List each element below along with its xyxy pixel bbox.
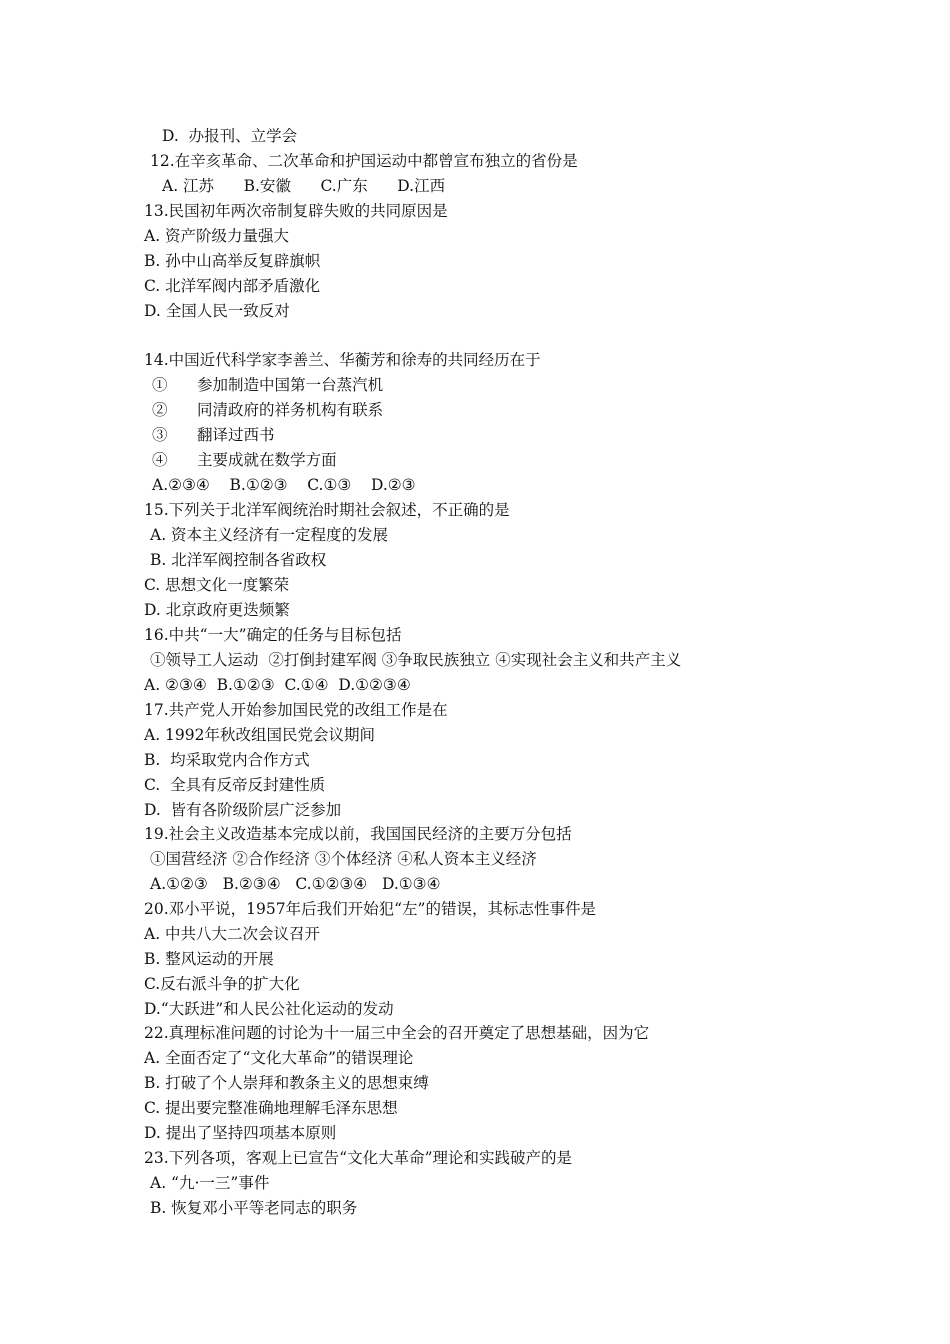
q20-option-c: C.反右派斗争的扩大化 xyxy=(144,975,300,993)
q19-items: ①国营经济 ②合作经济 ③个体经济 ④私人资本主义经济 xyxy=(150,850,537,868)
q22-option-b: B. 打破了个人崇拜和教条主义的思想束缚 xyxy=(144,1074,429,1092)
q20-stem: 20.邓小平说，1957年后我们开始犯“左”的错误，其标志性事件是 xyxy=(144,900,596,918)
q20-option-a: A. 中共八大二次会议召开 xyxy=(144,925,321,943)
q23-stem: 23.下列各项，客观上已宣告“文化大革命”理论和实践破产的是 xyxy=(144,1149,573,1167)
q13-option-d: D. 全国人民一致反对 xyxy=(144,302,290,320)
q16-options: A. ②③④ B.①②③ C.①④ D.①②③④ xyxy=(144,676,411,694)
q19-options: A.①②③ B.②③④ C.①②③④ D.①③④ xyxy=(150,875,441,893)
q17-option-c: C. 全具有反帝反封建性质 xyxy=(144,776,326,794)
q14-item-4: ④ 主要成就在数学方面 xyxy=(152,451,337,469)
q23-option-b: B. 恢复邓小平等老同志的职务 xyxy=(150,1199,358,1217)
q15-option-c: C. 思想文化一度繁荣 xyxy=(144,576,290,594)
q17-option-a: A. 1992年秋改组国民党会议期间 xyxy=(144,726,375,744)
q15-option-a: A. 资本主义经济有一定程度的发展 xyxy=(150,526,389,544)
q11-option-d: D. 办报刊、立学会 xyxy=(162,127,298,145)
q14-item-2: ② 同清政府的祥务机构有联系 xyxy=(152,401,384,419)
q15-option-b: B. 北洋军阀控制各省政权 xyxy=(150,551,327,569)
q15-option-d: D. 北京政府更迭频繁 xyxy=(144,601,290,619)
q20-option-d: D.“大跃进”和人民公社化运动的发动 xyxy=(144,1000,394,1018)
q14-options: A.②③④ B.①②③ C.①③ D.②③ xyxy=(152,476,416,494)
q22-option-c: C. 提出要完整准确地理解毛泽东思想 xyxy=(144,1099,398,1117)
q13-stem: 13.民国初年两次帝制复辟失败的共同原因是 xyxy=(144,202,448,220)
q19-stem: 19.社会主义改造基本完成以前，我国国民经济的主要万分包括 xyxy=(144,825,572,843)
q22-option-a: A. 全面否定了“文化大革命”的错误理论 xyxy=(144,1049,414,1067)
q22-option-d: D. 提出了坚持四项基本原则 xyxy=(144,1124,337,1142)
q17-option-b: B. 均采取党内合作方式 xyxy=(144,751,310,769)
q17-option-d: D. 皆有各阶级阶层广泛参加 xyxy=(144,801,342,819)
q13-option-c: C. 北洋军阀内部矛盾激化 xyxy=(144,277,321,295)
q14-item-1: ① 参加制造中国第一台蒸汽机 xyxy=(152,376,384,394)
q14-stem: 14.中国近代科学家李善兰、华蘅芳和徐寿的共同经历在于 xyxy=(144,351,541,369)
q22-stem: 22.真理标准问题的讨论为十一届三中全会的召开奠定了思想基础，因为它 xyxy=(144,1024,650,1042)
q12-options: A. 江苏 B.安徽 C.广东 D.江西 xyxy=(162,177,446,195)
q23-option-a: A. “九·一三”事件 xyxy=(150,1174,270,1192)
q12-stem: 12.在辛亥革命、二次革命和护国运动中都曾宣布独立的省份是 xyxy=(150,152,578,170)
q16-items: ①领导工人运动 ②打倒封建军阀 ③争取民族独立 ④实现社会主义和共产主义 xyxy=(150,651,682,669)
q13-option-b: B. 孙中山高举反复辟旗帜 xyxy=(144,252,321,270)
q14-item-3: ③ 翻译过西书 xyxy=(152,426,275,444)
q13-option-a: A. 资产阶级力量强大 xyxy=(144,227,290,245)
q15-stem: 15.下列关于北洋军阀统治时期社会叙述，不正确的是 xyxy=(144,501,510,519)
q16-stem: 16.中共“一大”确定的任务与目标包括 xyxy=(144,626,402,644)
q20-option-b: B. 整风运动的开展 xyxy=(144,950,274,968)
q17-stem: 17.共产党人开始参加国民党的改组工作是在 xyxy=(144,701,448,719)
